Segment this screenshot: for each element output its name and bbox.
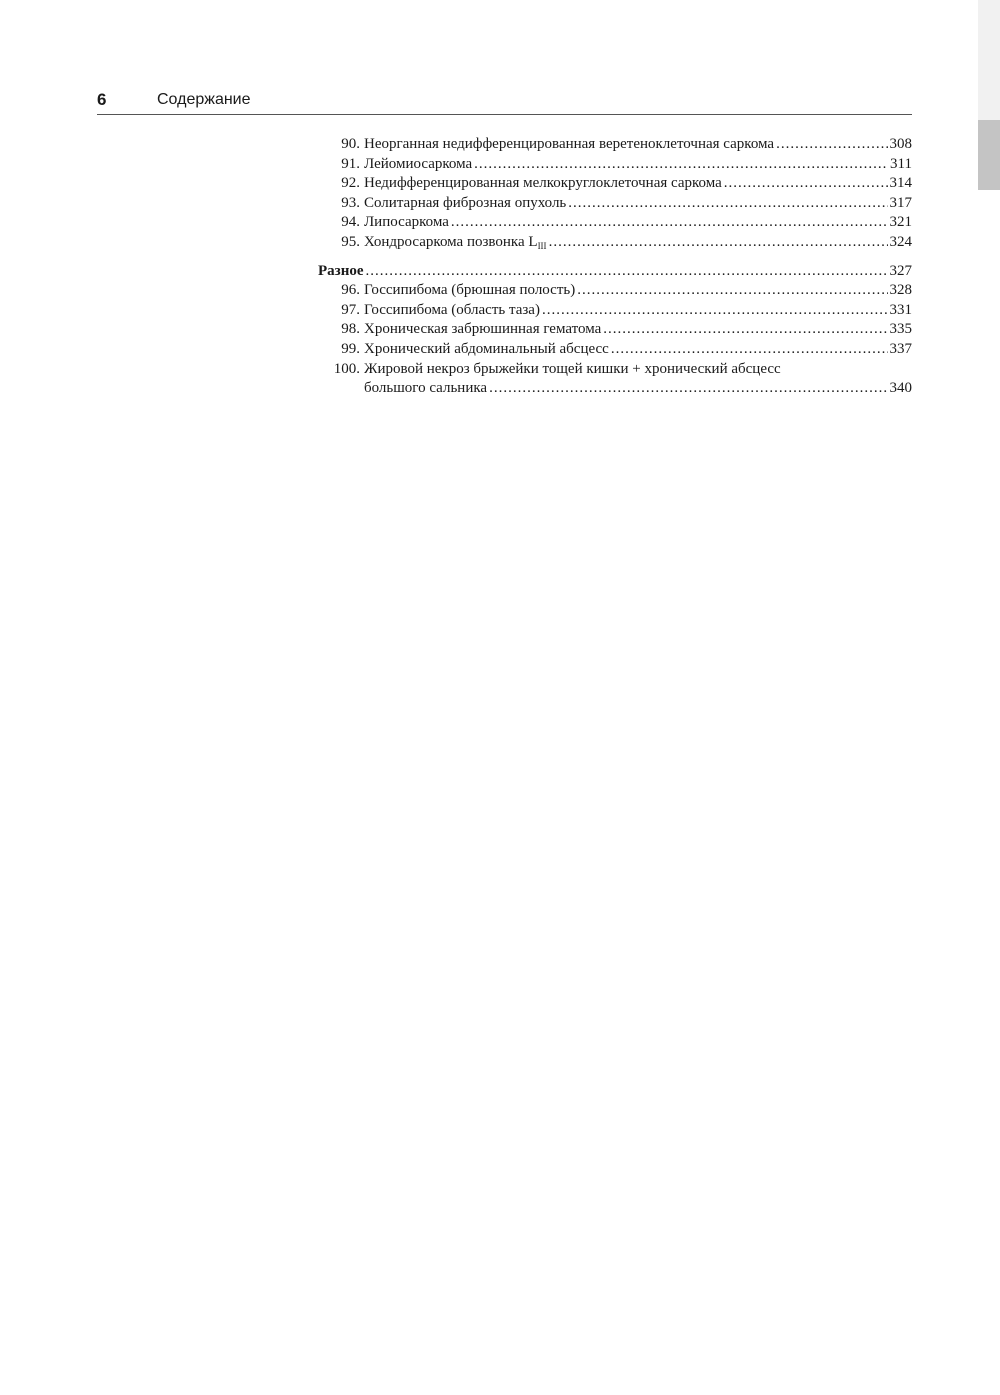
toc-entry-97[interactable] <box>318 301 912 321</box>
toc-entry-page: 314 <box>889 175 912 192</box>
dot-leader <box>542 301 888 321</box>
toc-entry-99[interactable] <box>318 340 912 360</box>
toc-entry-page: 337 <box>889 340 912 357</box>
toc-entry-number: 92. <box>341 175 360 192</box>
vertebra-subscript: III <box>537 240 547 251</box>
toc-entry-page: 328 <box>889 282 912 299</box>
toc-entry-title: Госсипибома (область таза) <box>364 301 540 318</box>
toc-entry-page: 311 <box>890 155 912 172</box>
dot-leader <box>611 340 888 360</box>
toc-entry-page: 340 <box>889 380 912 397</box>
dot-leader <box>474 155 888 175</box>
dot-leader <box>451 213 888 233</box>
table-of-contents <box>318 135 912 399</box>
toc-entry-page: 317 <box>889 194 912 211</box>
toc-entry-title: Хроническая забрюшинная гематома <box>364 321 602 338</box>
toc-entry-90[interactable] <box>318 135 912 155</box>
toc-entry-number: 95. <box>341 233 360 250</box>
toc-entry-title: Хронический абдоминальный абсцесс <box>364 340 609 357</box>
toc-entry-page: 331 <box>889 301 912 318</box>
toc-entry-91[interactable] <box>318 155 912 175</box>
toc-entry-number: 91. <box>341 155 360 172</box>
toc-entry-title: Госсипибома (брюшная полость) <box>364 282 576 299</box>
dot-leader <box>724 174 888 194</box>
toc-entry-title: Недифференцированная мелкокруглоклеточная саркома <box>364 175 722 192</box>
toc-entry-100-continuation[interactable] <box>318 379 912 399</box>
toc-entry-100[interactable] <box>318 360 912 380</box>
toc-entry-number: 94. <box>341 214 360 231</box>
toc-entry-number: 97. <box>341 301 360 318</box>
toc-entry-94[interactable] <box>318 213 912 233</box>
toc-entry-title: Неорганная недифференцированная веретеноклеточная саркома <box>364 136 775 152</box>
toc-entry-title: Липосаркома <box>364 214 449 231</box>
dot-leader <box>776 135 887 155</box>
toc-entry-title-line2: большого сальника <box>364 380 488 397</box>
toc-entry-title: Лейомиосаркома <box>364 155 473 172</box>
dot-leader <box>568 194 887 214</box>
dot-leader <box>366 262 888 282</box>
running-title: Содержание <box>157 91 251 108</box>
toc-entry-number: 99. <box>341 340 360 357</box>
toc-entry-number: 98. <box>341 321 360 338</box>
dot-leader <box>577 281 887 301</box>
toc-section-raznoe[interactable] <box>318 262 912 282</box>
toc-entry-number: 96. <box>341 282 360 299</box>
toc-section-title: Разное <box>318 262 364 279</box>
running-head <box>97 88 912 115</box>
thumb-index-strip <box>978 0 1000 120</box>
toc-entry-93[interactable] <box>318 194 912 214</box>
toc-entry-page: 324 <box>889 233 912 250</box>
toc-entry-number: 93. <box>341 194 360 211</box>
dot-leader <box>489 379 887 399</box>
toc-entry-title: Солитарная фиброзная опухоль <box>364 194 567 211</box>
toc-section-page: 327 <box>889 262 912 279</box>
page-number: 6 <box>97 90 107 109</box>
toc-entry-page: 321 <box>889 214 912 231</box>
toc-entry-98[interactable] <box>318 320 912 340</box>
toc-entry-title-line1: Жировой некроз брыжейки тощей кишки + хронический абсцесс <box>364 360 781 377</box>
toc-entry-number: 90. <box>341 136 360 152</box>
toc-entry-page: 335 <box>889 321 912 338</box>
toc-entry-number: 100. <box>333 360 360 377</box>
dot-leader <box>549 233 888 253</box>
toc-entry-96[interactable] <box>318 281 912 301</box>
toc-entry-95[interactable] <box>318 233 912 257</box>
toc-entry-page: 308 <box>889 136 912 152</box>
dot-leader <box>603 320 887 340</box>
toc-entry-title-text: Хондросаркома позвонка L <box>364 233 538 250</box>
toc-entry-92[interactable] <box>318 174 912 194</box>
toc-entry-title <box>364 233 547 257</box>
thumb-index-tab <box>978 120 1000 190</box>
